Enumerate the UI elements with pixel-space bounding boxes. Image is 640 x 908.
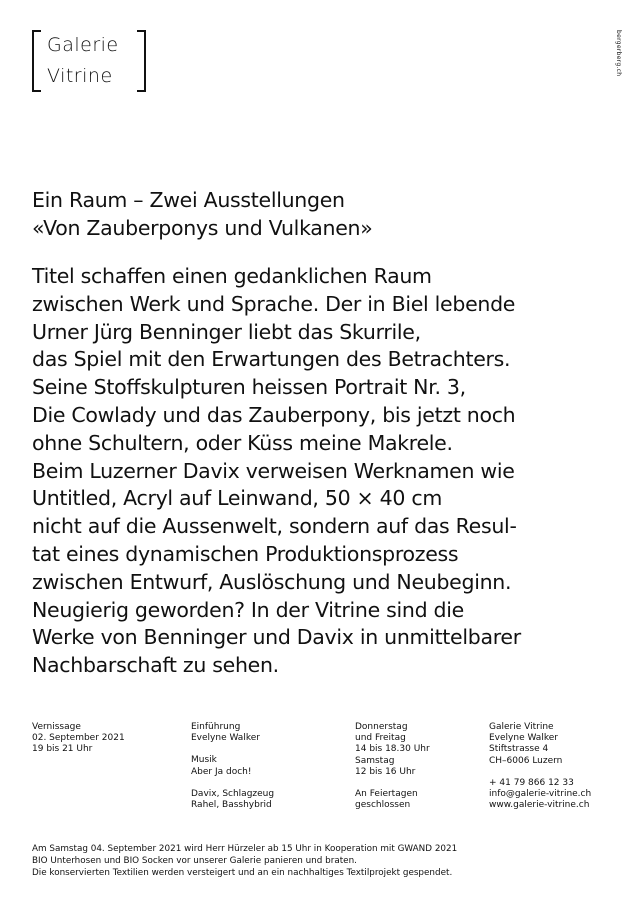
intro-label: Einführung	[191, 722, 241, 732]
body-line: Werke von Benninger und Davix in unmittelbarer	[32, 625, 521, 650]
body-line: Neugierig geworden? In der Vitrine sind die	[32, 597, 464, 622]
body-text	[32, 263, 521, 680]
vernissage-time: 19 bis 21 Uhr	[32, 744, 93, 755]
body-line: nicht auf die Aussenwelt, sondern auf das Resul-	[32, 514, 517, 539]
music-label: Musik	[191, 755, 217, 766]
hours-line: und Freitag	[355, 733, 406, 744]
footer-note	[32, 843, 457, 879]
hours-line: geschlossen	[355, 800, 411, 811]
hours-line: 12 bis 16 Uhr	[355, 766, 416, 777]
hours-line: Donnerstag	[355, 722, 408, 732]
vernissage-label: Vernissage	[32, 722, 81, 732]
email-address: info@galerie-vitrine.ch	[489, 789, 592, 800]
headline-line-1: Ein Raum – Zwei Ausstellungen	[32, 188, 345, 212]
performer: Davix, Schlagzeug	[191, 788, 275, 799]
gallery-address	[489, 722, 591, 811]
phone-number: + 41 79 866 12 33	[489, 777, 574, 788]
body-line: Nachbarschaft zu sehen.	[32, 653, 279, 678]
body-line: das Spiel mit den Erwartungen des Betrachters.	[32, 347, 511, 372]
body-line: Seine Stoffskulpturen heissen Portrait Nr. 3,	[32, 375, 466, 400]
body-line: Urner Jürg Benninger liebt das Skurrile,	[32, 319, 421, 344]
headline	[32, 186, 372, 242]
body-line: ohne Schultern, oder Küss meine Makrele.	[32, 430, 453, 455]
designer-credit: bergerberg.ch	[615, 30, 622, 77]
body-line: zwischen Werk und Sprache. Der in Biel lebende	[32, 291, 516, 316]
headline-line-2: «Von Zauberponys und Vulkanen»	[32, 216, 373, 240]
hours-line: 14 bis 18.30 Uhr	[355, 744, 430, 755]
music-name: Aber Ja doch!	[191, 766, 252, 777]
gallery-logo	[32, 30, 146, 92]
address-city: CH–6006 Luzern	[489, 755, 563, 766]
address-street: Stiftstrasse 4	[489, 744, 549, 755]
body-line: Die Cowlady und das Zauberpony, bis jetzt noch	[32, 402, 516, 427]
body-line: Titel schaffen einen gedanklichen Raum	[32, 264, 432, 288]
hours-line: Samstag	[355, 755, 395, 766]
address-person: Evelyne Walker	[489, 733, 558, 744]
footer-line: BIO Unterhosen und BIO Socken vor unserer Galerie panieren und braten.	[32, 856, 357, 866]
footer-line: Die konservierten Textilien werden versteigert und an ein nachhaltiges Textilprojekt gespendet.	[32, 868, 453, 878]
logo-line-galerie: Galerie	[47, 34, 119, 56]
body-line: tat eines dynamischen Produktionsprozess	[32, 541, 459, 566]
website: www.galerie-vitrine.ch	[489, 800, 590, 811]
body-line: zwischen Entwurf, Auslöschung und Neubeginn.	[32, 569, 512, 594]
address-name: Galerie Vitrine	[489, 722, 554, 732]
vernissage-date: 02. September 2021	[32, 733, 125, 744]
logo-line-vitrine: Vitrine	[47, 65, 113, 87]
hours-line: An Feiertagen	[355, 789, 418, 800]
performer: Rahel, Basshybrid	[191, 800, 272, 811]
body-line: Beim Luzerner Davix verweisen Werknamen wie	[32, 458, 515, 483]
opening-hours	[355, 722, 430, 811]
body-line: Untitled, Acryl auf Leinwand, 50 × 40 cm	[32, 486, 442, 511]
footer-line: Am Samstag 04. September 2021 wird Herr Hürzeler ab 15 Uhr in Kooperation mit GWAND 2021	[32, 844, 458, 854]
vernissage-info	[32, 722, 125, 756]
program-info	[191, 722, 274, 811]
intro-name: Evelyne Walker	[191, 733, 260, 744]
